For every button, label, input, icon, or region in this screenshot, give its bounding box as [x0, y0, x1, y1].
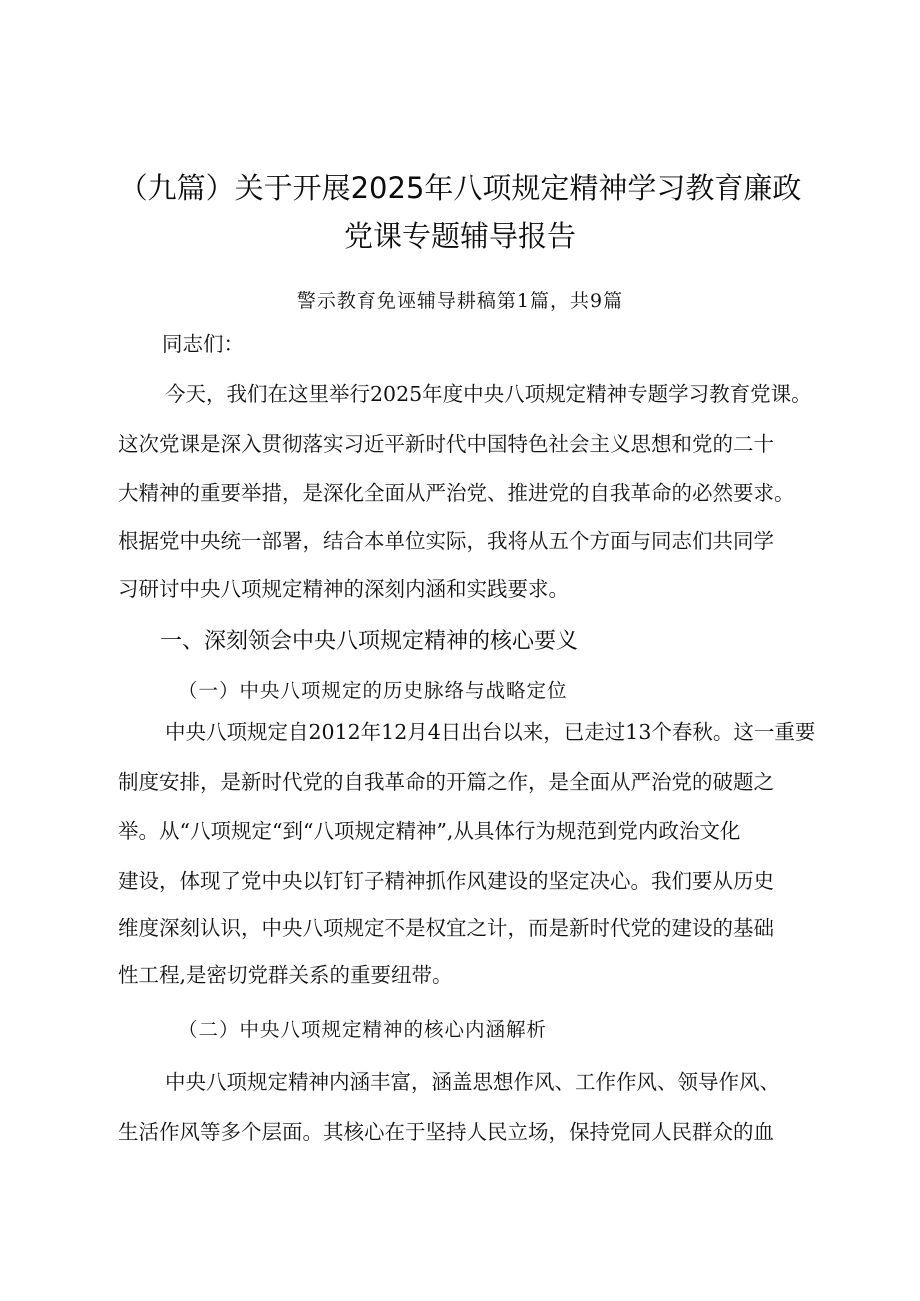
subsection-1-line: 制度安排，是新时代党的自我革命的开篇之作，是全面从严治党的破题之: [118, 770, 774, 794]
intro-line: 根据党中央统一部署，结合本单位实际，我将从五个方面与同志们共同学: [118, 529, 774, 553]
section-heading-1: 一、深刻领会中央八项规定精神的核心要义: [160, 629, 579, 654]
intro-line: 大精神的重要举措，是深化全面从严治党、推进党的自我革命的必然要求。: [118, 481, 795, 505]
subsection-1-line: 中央八项规定自2012年12月4日出台以来，已走过13个春秋。这一重要: [165, 720, 816, 744]
subsection-1-line: 建设，体现了党中央以钉钉子精神抓作风建设的坚定决心。我们要从历史: [118, 869, 774, 893]
intro-line: 这次党课是深入贯彻落实习近平新时代中国特色社会主义思想和党的二十: [118, 432, 774, 456]
subsection-heading-2: （二）中央八项规定精神的核心内涵解析: [178, 1018, 548, 1041]
document-title-line-2: 党课专题辅导报告: [343, 219, 576, 253]
subsection-2-line: 中央八项规定精神内涵丰富，涵盖思想作风、工作作风、领导作风、: [165, 1070, 780, 1094]
subsection-2-line: 生活作风等多个层面。其核心在于坚持人民立场，保持党同人民群众的血: [118, 1120, 774, 1144]
document-subtitle: 警示教育免诬辅导耕稿第1篇，共9篇: [296, 290, 624, 312]
intro-line: 今天，我们在这里举行2025年度中央八项规定精神专题学习教育党课。: [165, 382, 812, 406]
document-title-line-1: （九篇）关于开展2025年八项规定精神学习教育廉政: [118, 171, 802, 205]
subsection-1-line: 性工程,是密切党群关系的重要纽带。: [118, 963, 453, 987]
subsection-heading-1: （一）中央八项规定的历史脉络与战略定位: [178, 679, 568, 702]
intro-line: 习研讨中央八项规定精神的深刻内涵和实践要求。: [118, 577, 569, 601]
subsection-1-line: 举。从“八项规定“到“八项规定精神”,从具体行为规范到党内政治文化: [118, 819, 741, 843]
subsection-1-line: 维度深刻认识，中央八项规定不是权宜之计，而是新时代党的建设的基础: [118, 916, 774, 940]
greeting: 同志们：: [162, 332, 244, 356]
